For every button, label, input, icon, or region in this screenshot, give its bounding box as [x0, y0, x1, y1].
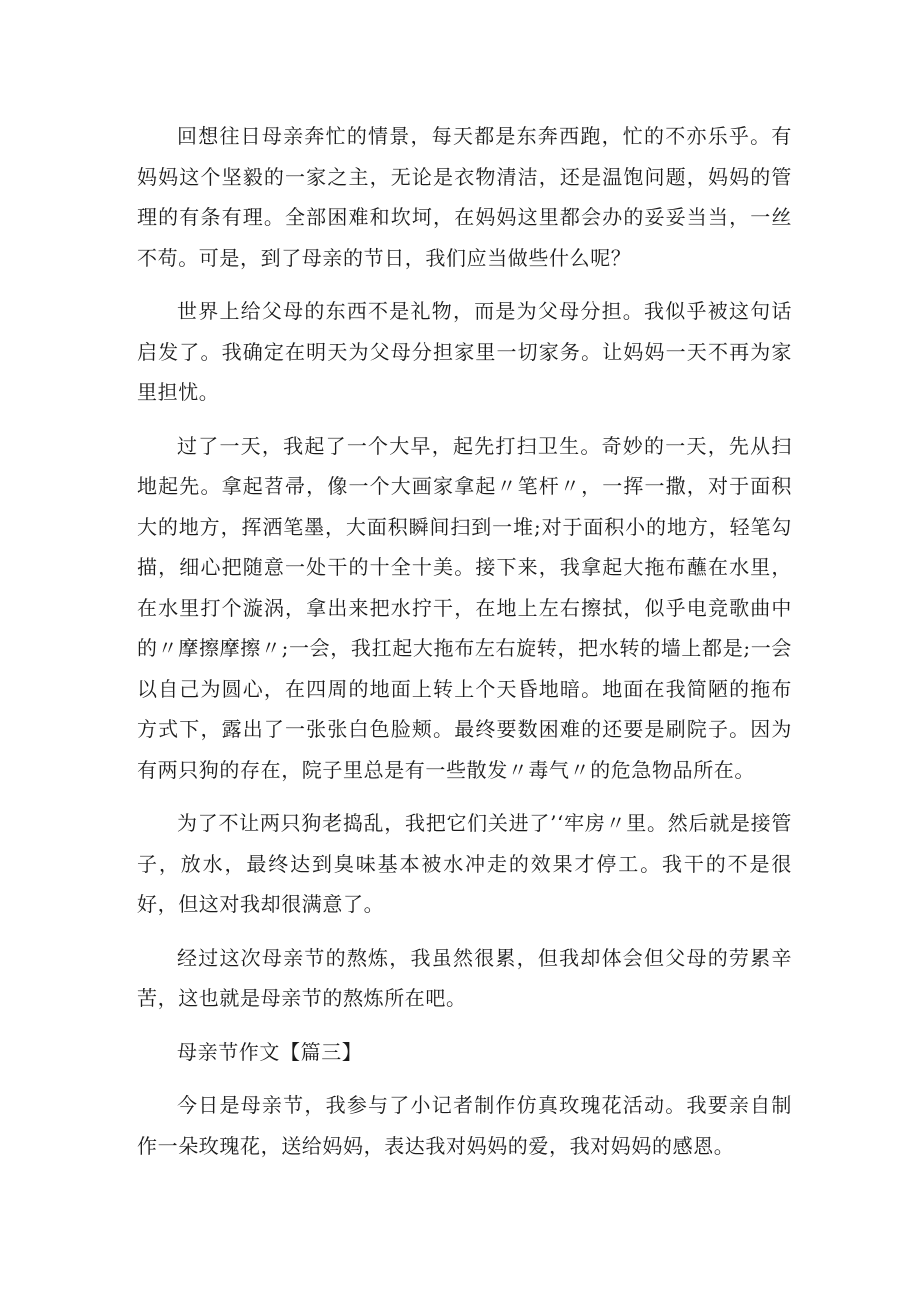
section-heading: 母亲节作文【篇三】 — [177, 1039, 363, 1064]
paragraph-cleaning-day: 过了一天，我起了一个大早，起先打扫卫生。奇妙的一天，先从扫地起先。拿起苕帚，像一个大画家拿起〃笔杆〃，一挥一撒，对于面积大的地方，挥洒笔墨，大面积瞬间扫到一堆;对于面积小的地方，轻笔勾描，细心把随意一处干的十全十美。接下来，我拿起大拖布蘸在水里，在水里打个漩涡，拿出来把水拧干，在地上左右擦拭，似乎电竞歌曲中的〃摩擦摩擦〃;一会，我扛起大拖布左右旋转，把水转的墙上都是;一会以自己为圆心，在四周的地面上转上个天昏地暗。地面在我简陋的拖布方式下，露出了一张张白色脸颊。最终要数困难的还要是刷院子。因为有两只狗的存在，院子里总是有一些散发〃毒气〃的危急物品所在。 — [137, 433, 792, 782]
paragraph-dogs-yard: 为了不让两只狗老捣乱，我把它们关进了’‘牢房〃里。然后就是接管子，放水，最终达到臭味基本被水冲走的效果才停工。我干的不是很好，但这对我却很满意了。 — [137, 811, 792, 916]
paragraph-conclusion: 经过这次母亲节的熬炼，我虽然很累，但我却体会但父母的劳累辛苦，这也就是母亲节的熬炼所在吧。 — [137, 945, 792, 1010]
paragraph-sharing-chores: 世界上给父母的东西不是礼物，而是为父母分担。我似乎被这句话启发了。我确定在明天为父母分担家里一切家务。让妈妈一天不再为家里担忧。 — [137, 299, 792, 404]
paragraph-rose-activity: 今日是母亲节，我参与了小记者制作仿真玫瑰花活动。我要亲自制作一朵玫瑰花，送给妈妈，表达我对妈妈的爱，我对妈妈的感恩。 — [137, 1093, 792, 1158]
paragraph-recollection: 回想往日母亲奔忙的情景，每天都是东奔西跑，忙的不亦乐乎。有妈妈这个坚毅的一家之主，无论是衣物清洁，还是温饱问题，妈妈的管理的有条有理。全部困难和坎坷，在妈妈这里都会办的妥妥当当，一丝不苟。可是，到了母亲的节日，我们应当做些什么呢？ — [137, 124, 792, 270]
document-body — [137, 116, 792, 1179]
